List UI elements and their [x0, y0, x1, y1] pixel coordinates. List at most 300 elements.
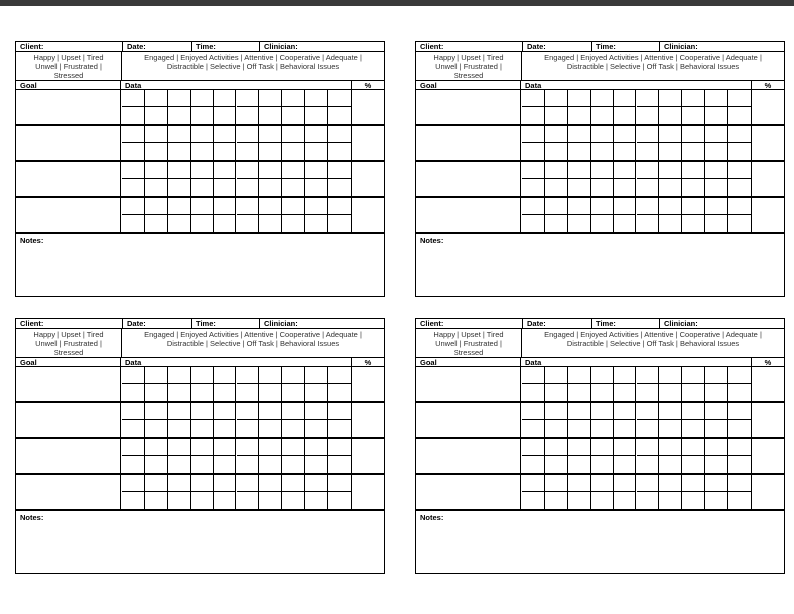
data-cell[interactable]: [282, 126, 305, 143]
data-cell[interactable]: [591, 179, 614, 196]
data-cell[interactable]: [168, 143, 191, 160]
data-cell[interactable]: [122, 420, 145, 437]
data-cell[interactable]: [522, 198, 545, 215]
data-cell[interactable]: [682, 198, 705, 215]
date-field[interactable]: Date:: [122, 42, 191, 52]
data-cell[interactable]: [168, 492, 191, 509]
data-cell[interactable]: [145, 198, 168, 215]
data-cell[interactable]: [305, 126, 328, 143]
goal-cell[interactable]: [16, 162, 121, 196]
data-cell[interactable]: [328, 126, 351, 143]
data-cell[interactable]: [614, 143, 637, 160]
data-cell[interactable]: [282, 367, 305, 384]
data-cell[interactable]: [728, 403, 751, 420]
data-cell[interactable]: [214, 179, 237, 196]
data-cell[interactable]: [282, 143, 305, 160]
data-cell[interactable]: [568, 367, 591, 384]
data-cell[interactable]: [214, 492, 237, 509]
data-cell[interactable]: [568, 143, 591, 160]
data-cell[interactable]: [145, 162, 168, 179]
data-cell[interactable]: [659, 475, 682, 492]
data-cell[interactable]: [191, 420, 214, 437]
data-cell[interactable]: [591, 143, 614, 160]
data-cell[interactable]: [168, 475, 191, 492]
data-cell[interactable]: [659, 492, 682, 509]
data-cell[interactable]: [259, 403, 282, 420]
data-cell[interactable]: [305, 179, 328, 196]
data-cell[interactable]: [682, 90, 705, 107]
data-cell[interactable]: [259, 143, 282, 160]
data-cell[interactable]: [122, 492, 145, 509]
data-cell[interactable]: [237, 198, 260, 215]
data-cell[interactable]: [614, 420, 637, 437]
data-cell[interactable]: [191, 90, 214, 107]
percent-cell[interactable]: [351, 126, 384, 160]
data-cell[interactable]: [614, 198, 637, 215]
data-cell[interactable]: [122, 107, 145, 124]
data-cell[interactable]: [568, 384, 591, 401]
data-cell[interactable]: [728, 179, 751, 196]
percent-cell[interactable]: [351, 439, 384, 473]
goal-cell[interactable]: [416, 198, 521, 232]
data-cell[interactable]: [122, 403, 145, 420]
data-cell[interactable]: [122, 367, 145, 384]
data-cell[interactable]: [522, 456, 545, 473]
data-cell[interactable]: [591, 367, 614, 384]
data-cell[interactable]: [191, 456, 214, 473]
percent-cell[interactable]: [351, 198, 384, 232]
data-cell[interactable]: [522, 215, 545, 232]
percent-cell[interactable]: [351, 475, 384, 509]
data-cell[interactable]: [191, 367, 214, 384]
data-cell[interactable]: [568, 198, 591, 215]
date-field[interactable]: Date:: [122, 319, 191, 329]
data-cell[interactable]: [682, 403, 705, 420]
data-cell[interactable]: [637, 492, 660, 509]
data-cell[interactable]: [145, 367, 168, 384]
data-cell[interactable]: [522, 420, 545, 437]
data-cell[interactable]: [259, 215, 282, 232]
data-cell[interactable]: [728, 384, 751, 401]
data-cell[interactable]: [328, 475, 351, 492]
time-field[interactable]: Time:: [591, 319, 659, 329]
data-cell[interactable]: [214, 475, 237, 492]
data-cell[interactable]: [328, 367, 351, 384]
goal-cell[interactable]: [16, 126, 121, 160]
goal-cell[interactable]: [416, 162, 521, 196]
data-cell[interactable]: [659, 198, 682, 215]
data-cell[interactable]: [728, 492, 751, 509]
data-cell[interactable]: [659, 143, 682, 160]
data-cell[interactable]: [705, 420, 728, 437]
data-cell[interactable]: [122, 162, 145, 179]
date-field[interactable]: Date:: [522, 42, 591, 52]
data-cell[interactable]: [328, 403, 351, 420]
data-cell[interactable]: [259, 492, 282, 509]
time-field[interactable]: Time:: [191, 319, 259, 329]
data-cell[interactable]: [282, 475, 305, 492]
goal-cell[interactable]: [416, 475, 521, 509]
data-cell[interactable]: [328, 162, 351, 179]
data-cell[interactable]: [637, 456, 660, 473]
data-cell[interactable]: [545, 492, 568, 509]
data-cell[interactable]: [637, 403, 660, 420]
goal-cell[interactable]: [416, 403, 521, 437]
data-cell[interactable]: [659, 215, 682, 232]
data-cell[interactable]: [168, 215, 191, 232]
data-cell[interactable]: [214, 215, 237, 232]
data-cell[interactable]: [568, 162, 591, 179]
data-cell[interactable]: [682, 367, 705, 384]
data-cell[interactable]: [122, 90, 145, 107]
data-cell[interactable]: [145, 420, 168, 437]
data-cell[interactable]: [168, 403, 191, 420]
data-cell[interactable]: [591, 456, 614, 473]
data-cell[interactable]: [637, 126, 660, 143]
percent-cell[interactable]: [351, 403, 384, 437]
data-cell[interactable]: [682, 179, 705, 196]
goal-cell[interactable]: [16, 475, 121, 509]
data-cell[interactable]: [591, 90, 614, 107]
data-cell[interactable]: [591, 475, 614, 492]
data-cell[interactable]: [259, 107, 282, 124]
data-cell[interactable]: [191, 143, 214, 160]
data-cell[interactable]: [637, 179, 660, 196]
percent-cell[interactable]: [351, 162, 384, 196]
data-cell[interactable]: [259, 439, 282, 456]
data-cell[interactable]: [191, 384, 214, 401]
client-field[interactable]: Client:: [420, 319, 444, 328]
data-cell[interactable]: [237, 126, 260, 143]
data-cell[interactable]: [545, 198, 568, 215]
data-cell[interactable]: [305, 403, 328, 420]
data-cell[interactable]: [682, 162, 705, 179]
percent-cell[interactable]: [751, 198, 784, 232]
data-cell[interactable]: [637, 198, 660, 215]
data-cell[interactable]: [122, 475, 145, 492]
data-cell[interactable]: [682, 126, 705, 143]
data-cell[interactable]: [282, 162, 305, 179]
data-cell[interactable]: [682, 384, 705, 401]
data-cell[interactable]: [614, 403, 637, 420]
data-cell[interactable]: [614, 215, 637, 232]
data-cell[interactable]: [145, 403, 168, 420]
data-cell[interactable]: [191, 126, 214, 143]
data-cell[interactable]: [545, 367, 568, 384]
data-cell[interactable]: [328, 198, 351, 215]
data-cell[interactable]: [328, 439, 351, 456]
goal-cell[interactable]: [16, 439, 121, 473]
data-cell[interactable]: [614, 179, 637, 196]
data-cell[interactable]: [659, 420, 682, 437]
data-cell[interactable]: [682, 475, 705, 492]
client-field[interactable]: Client:: [20, 319, 44, 328]
data-cell[interactable]: [522, 403, 545, 420]
data-cell[interactable]: [568, 107, 591, 124]
data-cell[interactable]: [282, 90, 305, 107]
data-cell[interactable]: [191, 162, 214, 179]
data-cell[interactable]: [259, 475, 282, 492]
data-cell[interactable]: [591, 420, 614, 437]
data-cell[interactable]: [591, 384, 614, 401]
data-cell[interactable]: [545, 179, 568, 196]
time-field[interactable]: Time:: [191, 42, 259, 52]
data-cell[interactable]: [728, 215, 751, 232]
data-cell[interactable]: [522, 107, 545, 124]
data-cell[interactable]: [637, 367, 660, 384]
data-cell[interactable]: [659, 367, 682, 384]
data-cell[interactable]: [305, 420, 328, 437]
data-cell[interactable]: [122, 439, 145, 456]
data-cell[interactable]: [591, 198, 614, 215]
data-cell[interactable]: [522, 126, 545, 143]
data-cell[interactable]: [305, 90, 328, 107]
data-cell[interactable]: [545, 439, 568, 456]
percent-cell[interactable]: [751, 126, 784, 160]
data-cell[interactable]: [328, 384, 351, 401]
data-cell[interactable]: [305, 367, 328, 384]
data-cell[interactable]: [305, 384, 328, 401]
data-cell[interactable]: [282, 384, 305, 401]
data-cell[interactable]: [145, 492, 168, 509]
data-cell[interactable]: [545, 384, 568, 401]
data-cell[interactable]: [591, 126, 614, 143]
notes-area[interactable]: Notes:: [420, 513, 444, 522]
data-cell[interactable]: [591, 492, 614, 509]
data-cell[interactable]: [522, 143, 545, 160]
data-cell[interactable]: [259, 198, 282, 215]
data-cell[interactable]: [568, 179, 591, 196]
data-cell[interactable]: [168, 367, 191, 384]
data-cell[interactable]: [705, 215, 728, 232]
data-cell[interactable]: [168, 198, 191, 215]
percent-cell[interactable]: [751, 439, 784, 473]
goal-cell[interactable]: [416, 367, 521, 401]
data-cell[interactable]: [145, 384, 168, 401]
data-cell[interactable]: [191, 403, 214, 420]
data-cell[interactable]: [191, 107, 214, 124]
goal-cell[interactable]: [16, 403, 121, 437]
data-cell[interactable]: [545, 107, 568, 124]
data-cell[interactable]: [214, 162, 237, 179]
data-cell[interactable]: [545, 162, 568, 179]
data-cell[interactable]: [705, 198, 728, 215]
data-cell[interactable]: [237, 384, 260, 401]
data-cell[interactable]: [122, 126, 145, 143]
data-cell[interactable]: [145, 215, 168, 232]
data-cell[interactable]: [168, 107, 191, 124]
data-cell[interactable]: [122, 143, 145, 160]
data-cell[interactable]: [168, 162, 191, 179]
data-cell[interactable]: [145, 179, 168, 196]
data-cell[interactable]: [328, 179, 351, 196]
data-cell[interactable]: [237, 456, 260, 473]
data-cell[interactable]: [682, 143, 705, 160]
data-cell[interactable]: [328, 107, 351, 124]
data-cell[interactable]: [728, 420, 751, 437]
data-cell[interactable]: [214, 90, 237, 107]
data-cell[interactable]: [305, 439, 328, 456]
notes-area[interactable]: Notes:: [20, 513, 44, 522]
data-cell[interactable]: [682, 439, 705, 456]
data-cell[interactable]: [328, 492, 351, 509]
data-cell[interactable]: [122, 384, 145, 401]
data-cell[interactable]: [568, 126, 591, 143]
data-cell[interactable]: [705, 456, 728, 473]
goal-cell[interactable]: [416, 126, 521, 160]
data-cell[interactable]: [122, 179, 145, 196]
data-cell[interactable]: [614, 456, 637, 473]
data-cell[interactable]: [259, 367, 282, 384]
data-cell[interactable]: [328, 90, 351, 107]
data-cell[interactable]: [637, 439, 660, 456]
data-cell[interactable]: [305, 456, 328, 473]
data-cell[interactable]: [614, 126, 637, 143]
data-cell[interactable]: [259, 456, 282, 473]
data-cell[interactable]: [682, 420, 705, 437]
data-cell[interactable]: [122, 456, 145, 473]
data-cell[interactable]: [637, 215, 660, 232]
data-cell[interactable]: [145, 475, 168, 492]
date-field[interactable]: Date:: [522, 319, 591, 329]
data-cell[interactable]: [191, 215, 214, 232]
data-cell[interactable]: [637, 420, 660, 437]
clinician-field[interactable]: Clinician:: [259, 42, 384, 52]
client-field[interactable]: Client:: [20, 42, 44, 51]
data-cell[interactable]: [282, 403, 305, 420]
data-cell[interactable]: [659, 439, 682, 456]
percent-cell[interactable]: [751, 403, 784, 437]
data-cell[interactable]: [259, 126, 282, 143]
data-cell[interactable]: [259, 90, 282, 107]
data-cell[interactable]: [305, 492, 328, 509]
goal-cell[interactable]: [16, 367, 121, 401]
data-cell[interactable]: [237, 143, 260, 160]
data-cell[interactable]: [705, 384, 728, 401]
data-cell[interactable]: [522, 492, 545, 509]
data-cell[interactable]: [545, 143, 568, 160]
data-cell[interactable]: [705, 367, 728, 384]
data-cell[interactable]: [328, 420, 351, 437]
data-cell[interactable]: [728, 143, 751, 160]
percent-cell[interactable]: [351, 90, 384, 124]
data-cell[interactable]: [282, 215, 305, 232]
data-cell[interactable]: [705, 475, 728, 492]
data-cell[interactable]: [545, 475, 568, 492]
data-cell[interactable]: [522, 439, 545, 456]
data-cell[interactable]: [237, 179, 260, 196]
data-cell[interactable]: [614, 475, 637, 492]
goal-cell[interactable]: [16, 198, 121, 232]
data-cell[interactable]: [659, 107, 682, 124]
data-cell[interactable]: [168, 420, 191, 437]
data-cell[interactable]: [637, 107, 660, 124]
data-cell[interactable]: [282, 439, 305, 456]
data-cell[interactable]: [522, 179, 545, 196]
data-cell[interactable]: [568, 456, 591, 473]
data-cell[interactable]: [728, 90, 751, 107]
data-cell[interactable]: [659, 126, 682, 143]
notes-area[interactable]: Notes:: [420, 236, 444, 245]
data-cell[interactable]: [659, 403, 682, 420]
data-cell[interactable]: [191, 492, 214, 509]
data-cell[interactable]: [191, 179, 214, 196]
data-cell[interactable]: [305, 162, 328, 179]
data-cell[interactable]: [237, 420, 260, 437]
data-cell[interactable]: [659, 456, 682, 473]
data-cell[interactable]: [659, 179, 682, 196]
data-cell[interactable]: [659, 90, 682, 107]
data-cell[interactable]: [282, 198, 305, 215]
data-cell[interactable]: [191, 198, 214, 215]
data-cell[interactable]: [145, 456, 168, 473]
data-cell[interactable]: [614, 439, 637, 456]
data-cell[interactable]: [191, 439, 214, 456]
data-cell[interactable]: [568, 439, 591, 456]
data-cell[interactable]: [237, 215, 260, 232]
data-cell[interactable]: [145, 90, 168, 107]
data-cell[interactable]: [522, 367, 545, 384]
data-cell[interactable]: [591, 403, 614, 420]
data-cell[interactable]: [282, 456, 305, 473]
goal-cell[interactable]: [416, 439, 521, 473]
data-cell[interactable]: [614, 90, 637, 107]
data-cell[interactable]: [282, 179, 305, 196]
data-cell[interactable]: [637, 162, 660, 179]
data-cell[interactable]: [568, 403, 591, 420]
data-cell[interactable]: [591, 107, 614, 124]
data-cell[interactable]: [682, 492, 705, 509]
data-cell[interactable]: [728, 162, 751, 179]
data-cell[interactable]: [237, 475, 260, 492]
data-cell[interactable]: [705, 107, 728, 124]
data-cell[interactable]: [214, 143, 237, 160]
data-cell[interactable]: [168, 126, 191, 143]
data-cell[interactable]: [145, 439, 168, 456]
data-cell[interactable]: [522, 90, 545, 107]
data-cell[interactable]: [145, 107, 168, 124]
percent-cell[interactable]: [751, 162, 784, 196]
data-cell[interactable]: [705, 90, 728, 107]
data-cell[interactable]: [682, 456, 705, 473]
data-cell[interactable]: [328, 215, 351, 232]
data-cell[interactable]: [591, 439, 614, 456]
data-cell[interactable]: [637, 384, 660, 401]
data-cell[interactable]: [168, 456, 191, 473]
percent-cell[interactable]: [751, 90, 784, 124]
data-cell[interactable]: [122, 215, 145, 232]
data-cell[interactable]: [614, 384, 637, 401]
data-cell[interactable]: [214, 456, 237, 473]
clinician-field[interactable]: Clinician:: [259, 319, 384, 329]
data-cell[interactable]: [214, 439, 237, 456]
data-cell[interactable]: [214, 403, 237, 420]
data-cell[interactable]: [728, 107, 751, 124]
clinician-field[interactable]: Clinician:: [659, 42, 784, 52]
data-cell[interactable]: [145, 143, 168, 160]
data-cell[interactable]: [237, 162, 260, 179]
data-cell[interactable]: [305, 475, 328, 492]
data-cell[interactable]: [591, 162, 614, 179]
data-cell[interactable]: [728, 439, 751, 456]
data-cell[interactable]: [728, 198, 751, 215]
data-cell[interactable]: [305, 107, 328, 124]
data-cell[interactable]: [168, 90, 191, 107]
data-cell[interactable]: [282, 107, 305, 124]
data-cell[interactable]: [168, 439, 191, 456]
data-cell[interactable]: [637, 143, 660, 160]
data-cell[interactable]: [214, 126, 237, 143]
